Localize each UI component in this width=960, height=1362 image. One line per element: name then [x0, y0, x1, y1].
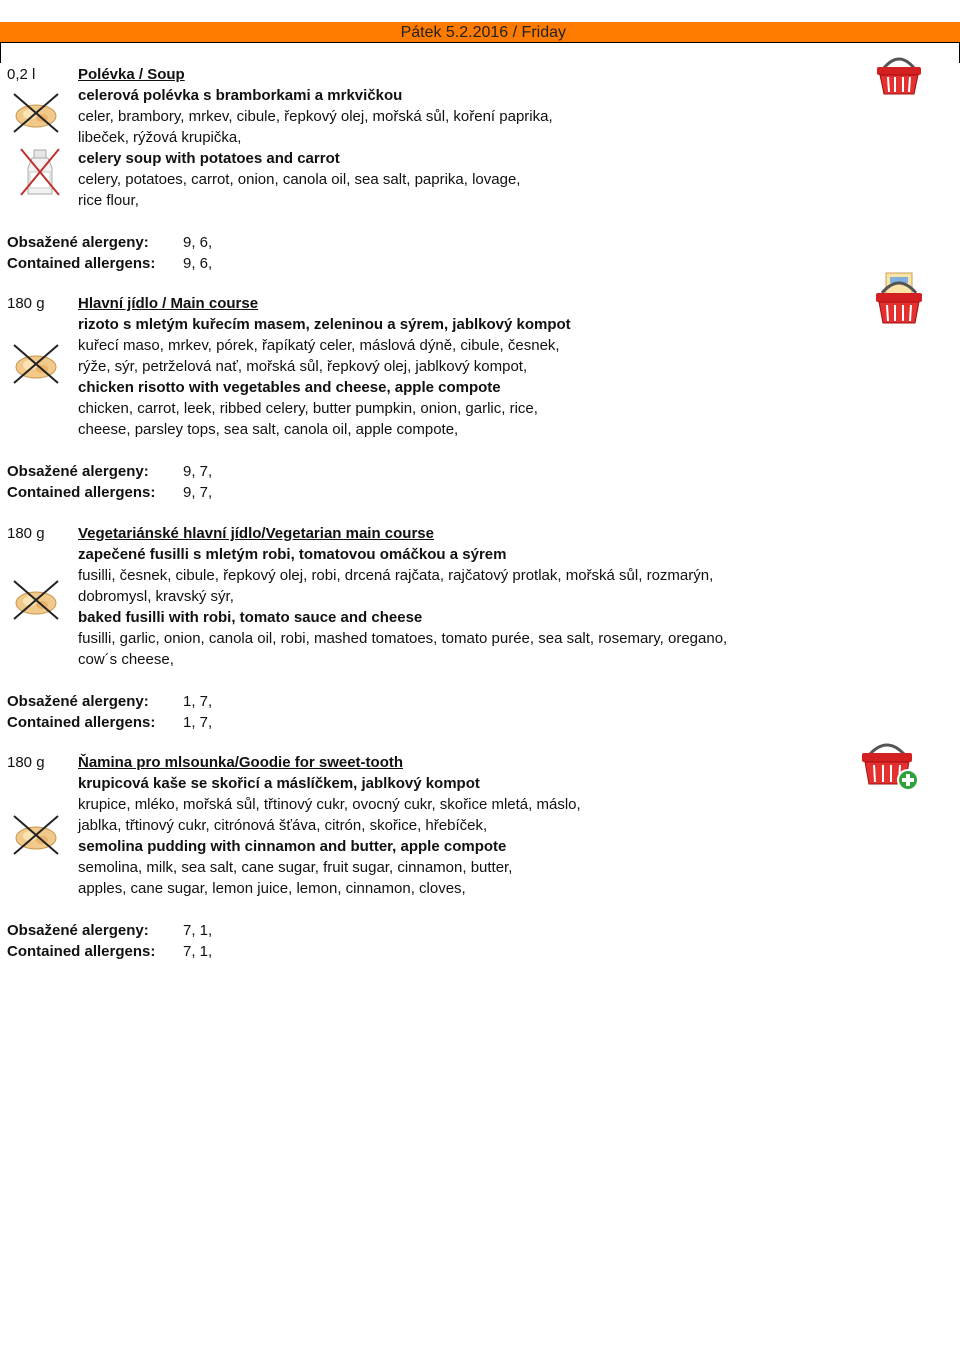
allergens-label-en: Contained allergens:: [7, 714, 156, 731]
ingredients-cz: krupice, mléko, mořská sůl, třtinový cukr, ovocný cukr, skořice mletá, máslo,: [78, 796, 581, 813]
no-gluten-icon: [10, 577, 62, 623]
allergens-label-cz: Obsažené alergeny:: [7, 463, 149, 480]
menu-section-vegetarian: [0, 523, 960, 733]
dish-name-en: celery soup with potatoes and carrot: [78, 150, 340, 167]
ingredients-en: celery, potatoes, carrot, onion, canola oil, sea salt, paprika, lovage,: [78, 171, 521, 188]
portion-quantity: 180 g: [7, 754, 45, 771]
no-gluten-icon: [10, 341, 62, 387]
menu-section-soup: [0, 64, 960, 274]
allergens-label-en: Contained allergens:: [7, 255, 156, 272]
portion-quantity: 180 g: [7, 295, 45, 312]
ingredients-cz: dobromysl, kravský sýr,: [78, 588, 234, 605]
allergens-value: 7, 1,: [183, 922, 213, 939]
basket-icon[interactable]: [874, 54, 924, 98]
dish-name-cz: rizoto s mletým kuřecím masem, zeleninou a sýrem, jablkový kompot: [78, 316, 571, 333]
ingredients-en: apples, cane sugar, lemon juice, lemon, cinnamon, cloves,: [78, 880, 466, 897]
allergens-block: [7, 232, 212, 274]
allergens-label-cz: Obsažené alergeny:: [7, 922, 149, 939]
page-frame: [0, 42, 960, 63]
ingredients-en: rice flour,: [78, 192, 139, 209]
no-milk-icon: [18, 146, 62, 198]
allergens-value: 1, 7,: [183, 693, 213, 710]
portion-quantity: 0,2 l: [7, 66, 36, 83]
allergens-value: 9, 7,: [183, 484, 213, 501]
ingredients-cz: jablka, třtinový cukr, citrónová šťáva, citrón, skořice, hřebíček,: [78, 817, 488, 834]
ingredients-en: chicken, carrot, leek, ribbed celery, butter pumpkin, onion, garlic, rice,: [78, 400, 538, 417]
section-title: Hlavní jídlo / Main course: [78, 295, 259, 312]
ingredients-cz: libeček, rýžová krupička,: [78, 129, 242, 146]
ingredients-cz: fusilli, česnek, cibule, řepkový olej, robi, drcená rajčata, rajčatový protlak, mořská sůl, rozmarýn,: [78, 567, 714, 584]
ingredients-en: cheese, parsley tops, sea salt, canola oil, apple compote,: [78, 421, 459, 438]
allergens-label-cz: Obsažené alergeny:: [7, 693, 149, 710]
no-gluten-icon: [10, 812, 62, 858]
section-title: Vegetariánské hlavní jídlo/Vegetarian main course: [78, 525, 434, 542]
dish-name-cz: krupicová kaše se skořicí a máslíčkem, jablkový kompot: [78, 775, 480, 792]
allergens-label-en: Contained allergens:: [7, 943, 156, 960]
ingredients-cz: celer, brambory, mrkev, cibule, řepkový olej, mořská sůl, koření paprika,: [78, 108, 553, 125]
allergens-label-en: Contained allergens:: [7, 484, 156, 501]
menu-section-main: [0, 293, 960, 503]
allergens-block: [7, 461, 212, 503]
basket-add-icon[interactable]: [858, 738, 920, 792]
allergens-value: 7, 1,: [183, 943, 213, 960]
section-title: Polévka / Soup: [78, 66, 185, 83]
ingredients-en: cow´s cheese,: [78, 651, 174, 668]
section-title: Ňamina pro mlsounka/Goodie for sweet-tooth: [78, 754, 404, 771]
dish-name-cz: zapečené fusilli s mletým robi, tomatovou omáčkou a sýrem: [78, 546, 507, 563]
allergens-value: 9, 6,: [183, 255, 213, 272]
portion-quantity: 180 g: [7, 525, 45, 542]
ingredients-en: semolina, milk, sea salt, cane sugar, fruit sugar, cinnamon, butter,: [78, 859, 513, 876]
dish-name-en: baked fusilli with robi, tomato sauce and cheese: [78, 609, 423, 626]
ingredients-cz: rýže, sýr, petrželová nať, mořská sůl, řepkový olej, jablkový kompot,: [78, 358, 528, 375]
menu-section-sweet: [0, 752, 960, 966]
allergens-block: [7, 691, 212, 733]
ingredients-cz: kuřecí maso, mrkev, pórek, řapíkatý celer, máslová dýně, cibule, česnek,: [78, 337, 560, 354]
dish-name-cz: celerová polévka s bramborkami a mrkvičkou: [78, 87, 403, 104]
no-gluten-icon: [10, 90, 62, 136]
basket-full-icon[interactable]: [872, 271, 926, 327]
dish-name-en: chicken risotto with vegetables and cheese, apple compote: [78, 379, 501, 396]
header-date: Pátek 5.2.2016 / Friday: [400, 24, 566, 41]
allergens-value: 1, 7,: [183, 714, 213, 731]
allergens-value: 9, 7,: [183, 463, 213, 480]
allergens-value: 9, 6,: [183, 234, 213, 251]
allergens-block: [7, 920, 212, 962]
dish-name-en: semolina pudding with cinnamon and butter, apple compote: [78, 838, 507, 855]
allergens-label-cz: Obsažené alergeny:: [7, 234, 149, 251]
ingredients-en: fusilli, garlic, onion, canola oil, robi, mashed tomatoes, tomato purée, sea salt, rosemary, oregano,: [78, 630, 728, 647]
